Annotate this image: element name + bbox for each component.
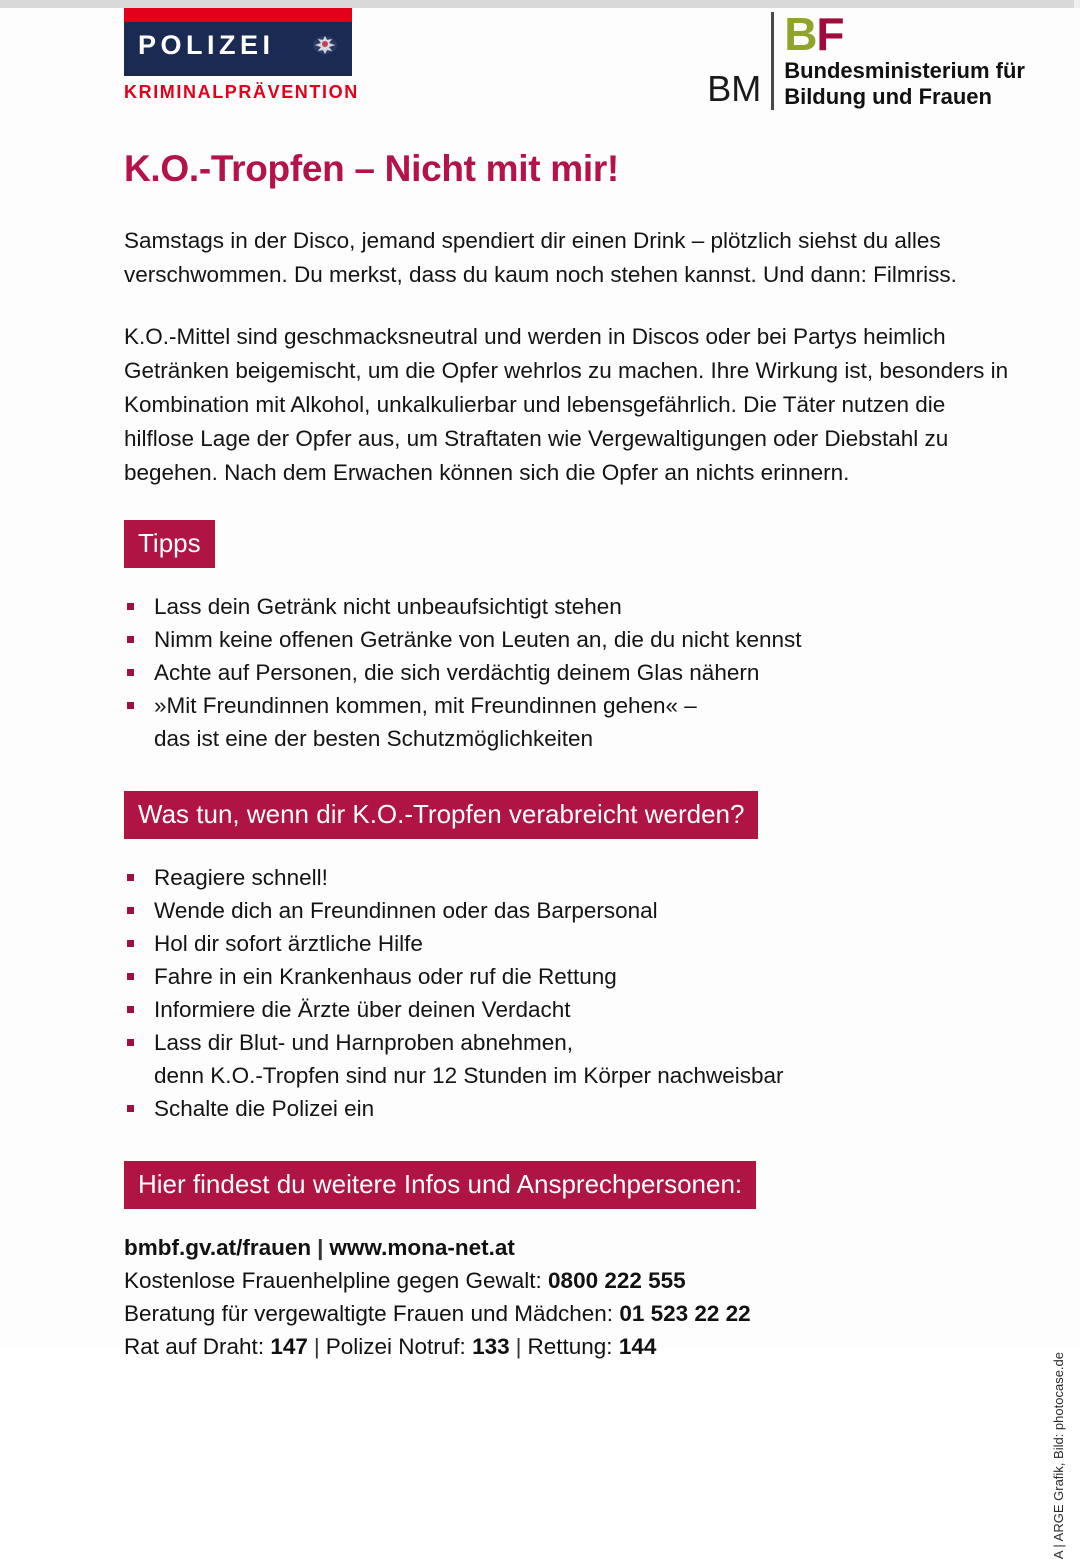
list-item <box>124 960 1014 993</box>
list-item <box>124 894 1014 927</box>
list-item-text: Lass dir Blut- und Harnproben abnehmen, <box>154 1030 574 1055</box>
ministry-name-line1: Bundesministerium für <box>784 58 1025 83</box>
image-credit: A | ARGE Grafik, Bild: photocase.de <box>1051 1352 1066 1559</box>
rescue-label: Rettung: <box>527 1334 613 1359</box>
bullet-square-icon <box>127 907 134 914</box>
helpline-number[interactable]: 0800 222 555 <box>548 1268 686 1293</box>
list-item-text: Schalte die Polizei ein <box>154 1096 375 1121</box>
link-mona-net[interactable]: www.mona-net.at <box>329 1235 515 1260</box>
austrian-eagle-icon <box>310 30 340 60</box>
bullet-square-icon <box>127 1105 134 1112</box>
url-separator: | <box>317 1235 324 1260</box>
bullet-square-icon <box>127 973 134 980</box>
bullet-square-icon <box>127 603 134 610</box>
police-emergency-label: Polizei Notruf: <box>325 1334 466 1359</box>
counseling-number[interactable]: 01 523 22 22 <box>619 1301 751 1326</box>
contact-block <box>124 1231 1014 1363</box>
bullet-square-icon <box>127 1039 134 1046</box>
ministry-logo-right <box>771 8 1025 110</box>
contact-helpline-line <box>124 1264 1014 1297</box>
contact-counseling-line <box>124 1297 1014 1330</box>
scan-top-strip <box>0 0 1080 8</box>
list-item <box>124 1092 1014 1125</box>
list-item <box>124 1026 1014 1092</box>
police-wordmark: POLIZEI <box>138 30 275 60</box>
rat-auf-draht-label: Rat auf Draht: <box>124 1334 265 1359</box>
police-logo-box <box>124 8 352 76</box>
link-bmbf[interactable]: bmbf.gv.at/frauen <box>124 1235 312 1260</box>
list-item-text: Fahre in ein Krankenhaus oder ruf die Rettung <box>154 964 617 989</box>
intro-paragraph: Samstags in der Disco, jemand spendiert dir einen Drink – plötzlich siehst du alles verschwommen. Du merkst, dass du kaum noch stehen kannst. Und dann: Filmriss. <box>124 228 957 287</box>
tips-heading: Tipps <box>124 520 215 568</box>
emergency-separator-1: | <box>313 1334 320 1359</box>
counseling-label: Beratung für vergewaltigte Frauen und Mädchen: <box>124 1301 614 1326</box>
main-content <box>124 148 1014 1363</box>
contact-heading: Hier findest du weitere Infos und Ansprechpersonen: <box>124 1161 756 1209</box>
list-item-text: Nimm keine offenen Getränke von Leuten an, die du nicht kennst <box>154 627 802 652</box>
contact-urls-line <box>124 1231 1014 1264</box>
list-item-text: Hol dir sofort ärztliche Hilfe <box>154 931 423 956</box>
list-item <box>124 993 1014 1026</box>
ministry-name <box>784 58 1025 110</box>
helpline-label: Kostenlose Frauenhelpline gegen Gewalt: <box>124 1268 542 1293</box>
police-subtitle: KRIMINALPRÄVENTION <box>124 82 359 102</box>
list-item-text: »Mit Freundinnen kommen, mit Freundinnen gehen« – <box>154 693 697 718</box>
list-item-text: Achte auf Personen, die sich verdächtig deinem Glas nähern <box>154 660 760 685</box>
contact-emergency-line <box>124 1330 1014 1363</box>
police-logo <box>124 8 359 103</box>
page-title: K.O.-Tropfen – Nicht mit mir! <box>124 148 619 189</box>
list-item-continuation: das ist eine der besten Schutzmöglichkeiten <box>154 726 594 751</box>
list-item-continuation: denn K.O.-Tropfen sind nur 12 Stunden im Körper nachweisbar <box>154 1063 784 1088</box>
list-item-text: Wende dich an Freundinnen oder das Barpersonal <box>154 898 658 923</box>
police-emergency-number[interactable]: 133 <box>472 1334 510 1359</box>
ministry-name-line2: Bildung und Frauen <box>784 84 992 109</box>
ministry-bf-mark <box>784 8 1025 60</box>
list-item <box>124 689 1014 755</box>
actions-list <box>124 861 1014 1125</box>
bullet-square-icon <box>127 636 134 643</box>
tips-list <box>124 590 1014 755</box>
list-item-text: Reagiere schnell! <box>154 865 328 890</box>
rat-auf-draht-number[interactable]: 147 <box>270 1334 308 1359</box>
ministry-b-letter: B <box>784 8 817 60</box>
bullet-square-icon <box>127 1006 134 1013</box>
info-paragraph: K.O.-Mittel sind geschmacksneutral und werden in Discos oder bei Partys heimlich Getränken beigemischt, um die Opfer wehrlos zu machen. Ihre Wirkung ist, besonders in Kombination mit Alkohol, unkalkulierbar und lebensgefährlich. Die Täter nutzen die hilflose Lage der Opfer aus, um Straftaten wie Vergewaltigungen oder Diebstahl zu begehen. Nach dem Erwachen können sich die Opfer an nichts erinnern. <box>124 324 1009 485</box>
ministry-bm-mark: BM <box>707 68 762 109</box>
list-item <box>124 656 1014 689</box>
bullet-square-icon <box>127 940 134 947</box>
list-item-text: Lass dein Getränk nicht unbeaufsichtigt stehen <box>154 594 622 619</box>
bullet-square-icon <box>127 669 134 676</box>
list-item <box>124 623 1014 656</box>
header <box>0 8 1080 116</box>
actions-heading: Was tun, wenn dir K.O.-Tropfen verabreicht werden? <box>124 791 758 839</box>
bullet-square-icon <box>127 874 134 881</box>
ministry-f-letter: F <box>816 8 844 60</box>
police-logo-red-bar <box>124 8 352 22</box>
list-item <box>124 927 1014 960</box>
flyer-page <box>0 8 1080 1559</box>
list-item <box>124 590 1014 623</box>
list-item <box>124 861 1014 894</box>
emergency-separator-2: | <box>515 1334 522 1359</box>
rescue-number[interactable]: 144 <box>618 1334 657 1359</box>
bullet-square-icon <box>127 702 134 709</box>
ministry-logo <box>707 8 1025 110</box>
list-item-text: Informiere die Ärzte über deinen Verdacht <box>154 997 571 1022</box>
